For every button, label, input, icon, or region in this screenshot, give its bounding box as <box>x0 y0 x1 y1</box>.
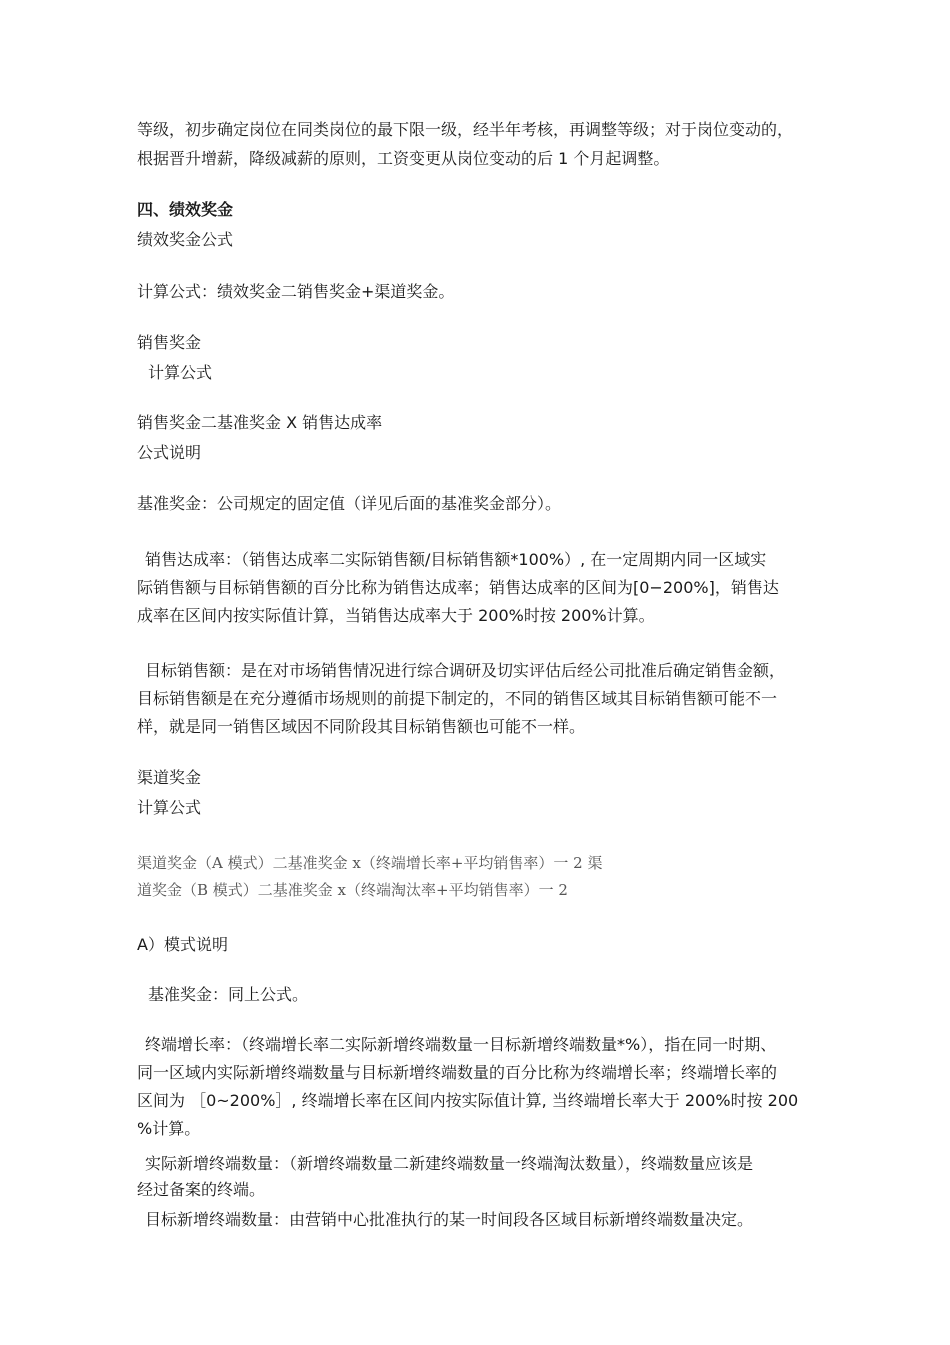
formula-text: 渠道奖金（A 模式）二基准奖金 x（终端增长率+平均销售率）一 2 渠 <box>137 854 603 872</box>
paragraph-line: 区间为 ［0~200%］, 终端增长率在区间内按实际值计算, 当终端增长率大于 200%时按 200 <box>137 1091 799 1110</box>
paragraph-line: 实际新增终端数量：（新增终端数量二新建终端数量一终端淘汰数量），终端数量应该是 <box>145 1154 754 1173</box>
subheading: 公式说明 <box>137 443 202 462</box>
paragraph-line: 际销售额与目标销售额的百分比称为销售达成率；销售达成率的区间为[0−200%]，销售达 <box>137 578 779 597</box>
formula-text: 道奖金（B 模式）二基准奖金 x（终端淘汰率+平均销售率）一 2 <box>137 881 568 899</box>
paragraph-line: 经过备案的终端。 <box>137 1180 266 1199</box>
subheading: 计算公式 <box>137 798 202 817</box>
paragraph-line: 销售达成率：（销售达成率二实际销售额/目标销售额*100%）, 在一定周期内同一区域实 <box>145 550 767 569</box>
paragraph-line: 目标新增终端数量：由营销中心批准执行的某一时间段各区域目标新增终端数量决定。 <box>145 1210 754 1229</box>
subheading: 计算公式 <box>148 363 213 382</box>
paragraph-line: 等级，初步确定岗位在同类岗位的最下限一级，经半年考核，再调整等级；对于岗位变动的， <box>137 120 794 139</box>
paragraph-line: 基准奖金：公司规定的固定值（详见后面的基准奖金部分）。 <box>137 494 562 513</box>
section-heading: 四、绩效奖金 <box>137 200 234 219</box>
paragraph-line: 成率在区间内按实际值计算，当销售达成率大于 200%时按 200%计算。 <box>137 606 655 625</box>
subheading: 销售奖金 <box>137 333 202 352</box>
paragraph-line: 目标销售额是在充分遵循市场规则的前提下制定的，不同的销售区域其目标销售额可能不一 <box>137 689 778 708</box>
paragraph-line: 根据晋升增薪，降级减薪的原则，工资变更从岗位变动的后 1 个月起调整。 <box>137 149 670 168</box>
paragraph-line: 同一区域内实际新增终端数量与目标新增终端数量的百分比称为终端增长率；终端增长率的 <box>137 1063 778 1082</box>
formula-text: 销售奖金二基准奖金 X 销售达成率 <box>137 413 383 432</box>
paragraph-line: %计算。 <box>137 1119 201 1138</box>
paragraph-line: 样，就是同一销售区域因不同阶段其目标销售额也可能不一样。 <box>137 717 586 736</box>
formula-text: 计算公式：绩效奖金二销售奖金+渠道奖金。 <box>137 282 455 301</box>
paragraph-line: 基准奖金：同上公式。 <box>148 985 309 1004</box>
subheading: A）模式说明 <box>137 935 228 954</box>
paragraph-line: 终端增长率：（终端增长率二实际新增终端数量一目标新增终端数量*%），指在同一时期、 <box>145 1035 777 1054</box>
subheading: 绩效奖金公式 <box>137 230 234 249</box>
subheading: 渠道奖金 <box>137 768 202 787</box>
paragraph-line: 目标销售额：是在对市场销售情况进行综合调研及切实评估后经公司批准后确定销售金额， <box>145 661 786 680</box>
